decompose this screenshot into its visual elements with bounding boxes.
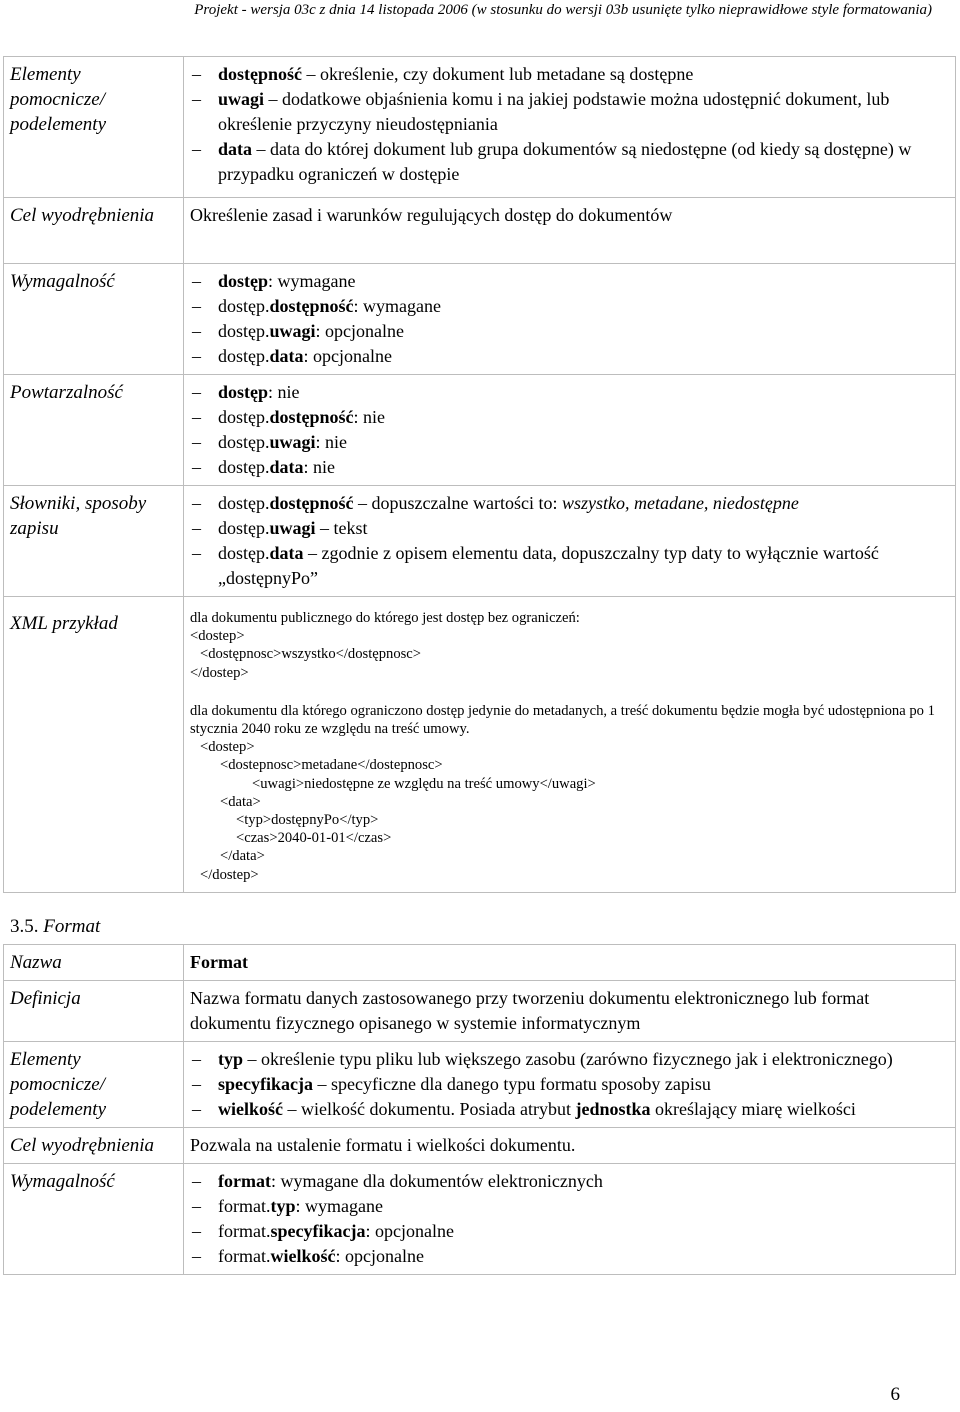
list-item: – wielkość – wielkość dokumentu. Posiada atrybut jednostka określający miarę wielkości [190, 1097, 949, 1122]
wymagalnosc-list [190, 269, 949, 369]
definicja-value: Nazwa formatu danych zastosowanego przy tworzeniu dokumentu elektronicznego lub format dokumentu fizycznego opisanego w systemie informatycznym [184, 981, 956, 1042]
row-elementy [4, 57, 956, 198]
powtarzalnosc-list [190, 380, 949, 480]
slowniki-list [190, 491, 949, 591]
row-xml [4, 597, 956, 893]
list-item: – dostęp.data – zgodnie z opisem elementu data, dopuszczalny typ daty to wyłącznie wartość „dostępnyPo” [190, 541, 949, 591]
elementy-list [190, 62, 949, 187]
list-item: – data – data do której dokument lub grupa dokumentów są niedostępne (od kiedy są dostępne) w przypadku ograniczeń w dostępie [190, 137, 949, 187]
section-heading: 3.5. Format [10, 916, 101, 937]
cel-value: Pozwala na ustalenie formatu i wielkości dokumentu. [184, 1128, 956, 1164]
row-cel [4, 1128, 956, 1164]
metadata-table-dostep [3, 56, 956, 893]
row-wymagalnosc [4, 264, 956, 375]
label-wymagalnosc: Wymagalność [4, 264, 184, 375]
list-item: – dostęp.uwagi – tekst [190, 516, 949, 541]
list-item: – dostęp.dostępność: nie [190, 405, 949, 430]
label-wymagalnosc: Wymagalność [4, 1164, 184, 1275]
list-item: – format: wymagane dla dokumentów elektronicznych [190, 1169, 949, 1194]
label-powtarzalnosc: Powtarzalność [4, 375, 184, 486]
list-item: – format.typ: wymagane [190, 1194, 949, 1219]
list-item: – dostęp: wymagane [190, 269, 949, 294]
label-cel: Cel wyodrębnienia [4, 198, 184, 264]
xml-example-1: dla dokumentu publicznego do którego jest dostęp bez ograniczeń: <dostep> <dostępnosc>wszystko</dostępnosc> </dostep> [190, 610, 580, 681]
xml-example-2: dla dokumentu dla którego ograniczono dostęp jedynie do metadanych, a treść dokumentu będzie mogła być udostępniona po 1 stycznia 2040 roku ze względu na treść umowy. <dostep> <dostepnosc>metadane</dostepnosc> <uwagi>niedostępne ze względu na treść umowy</uwagi> <data> <typ>dostępnyPo</typ> <czas>2040-01-01</czas> </data> </dostep> [190, 702, 935, 883]
label-elementy: Elementy pomocnicze/ podelementy [4, 1042, 184, 1128]
list-item: – dostępność – określenie, czy dokument lub metadane są dostępne [190, 62, 949, 87]
list-item: – format.specyfikacja: opcjonalne [190, 1219, 949, 1244]
metadata-table-format [3, 944, 956, 1275]
wymagalnosc-list [190, 1169, 949, 1269]
row-slowniki [4, 486, 956, 597]
row-cel [4, 198, 956, 264]
row-wymagalnosc [4, 1164, 956, 1275]
list-item: – dostęp.uwagi: opcjonalne [190, 319, 949, 344]
label-xml: XML przykład [4, 597, 184, 893]
label-cel: Cel wyodrębnienia [4, 1128, 184, 1164]
list-item: – dostęp.dostępność – dopuszczalne wartości to: wszystko, metadane, niedostępne [190, 491, 949, 516]
row-elementy [4, 1042, 956, 1128]
cel-text: Określenie zasad i warunków regulujących dostęp do dokumentów [184, 198, 956, 264]
list-item: – specyfikacja – specyficzne dla danego typu formatu sposoby zapisu [190, 1072, 949, 1097]
list-item: – dostęp.dostępność: wymagane [190, 294, 949, 319]
elementy-list [190, 1047, 949, 1122]
list-item: – uwagi – dodatkowe objaśnienia komu i na jakiej podstawie można udostępnić dokument, lub określenie przyczyny nieudostępniania [190, 87, 949, 137]
list-item: – typ – określenie typu pliku lub większego zasobu (zarówno fizycznego jak i elektronicznego) [190, 1047, 949, 1072]
nazwa-value: Format [184, 945, 956, 981]
list-item: – dostęp.uwagi: nie [190, 430, 949, 455]
label-definicja: Definicja [4, 981, 184, 1042]
page-number: 6 [890, 1384, 900, 1405]
row-powtarzalnosc [4, 375, 956, 486]
list-item: – format.wielkość: opcjonalne [190, 1244, 949, 1269]
row-nazwa [4, 945, 956, 981]
label-slowniki: Słowniki, sposoby zapisu [4, 486, 184, 597]
list-item: – dostęp: nie [190, 380, 949, 405]
row-definicja [4, 981, 956, 1042]
label-elementy: Elementy pomocnicze/ podelementy [4, 57, 184, 198]
list-item: – dostęp.data: opcjonalne [190, 344, 949, 369]
page-header: Projekt - wersja 03c z dnia 14 listopada 2006 (w stosunku do wersji 03b usunięte tylko nieprawidłowe style formatowania) [194, 2, 932, 18]
list-item: – dostęp.data: nie [190, 455, 949, 480]
label-nazwa: Nazwa [4, 945, 184, 981]
